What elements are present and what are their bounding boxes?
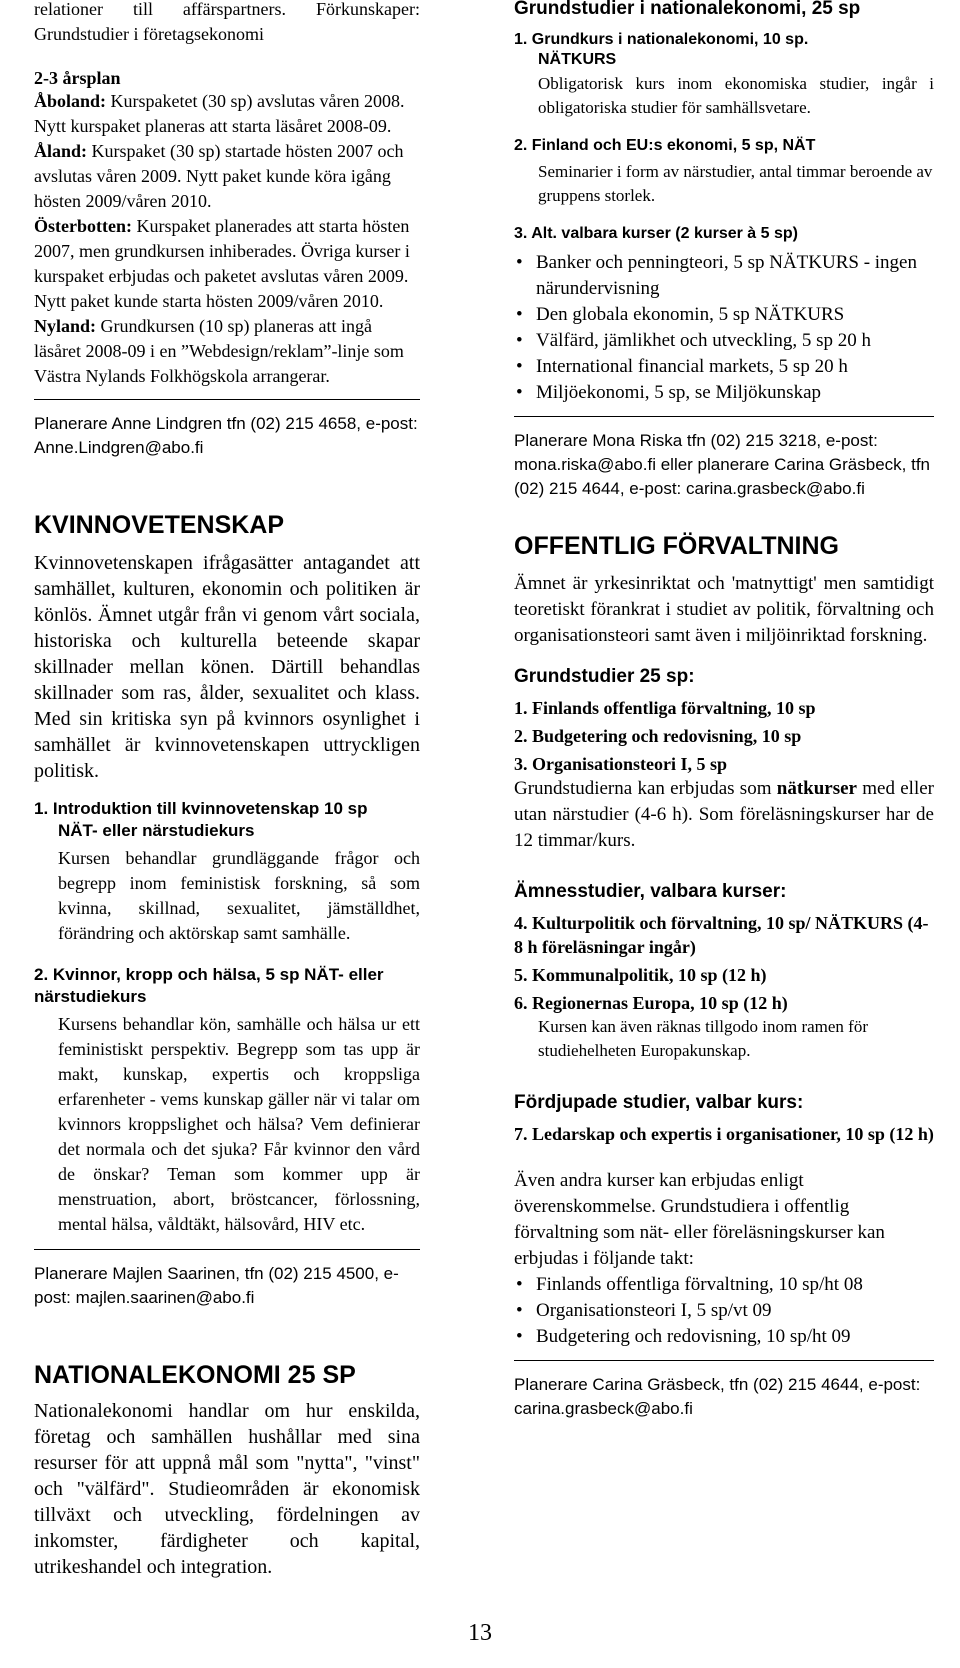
list-item: • International financial markets, 5 sp 20 h <box>514 354 934 380</box>
offentlig-fordj-heading: Fördjupade studier, valbar kurs: <box>514 1092 804 1113</box>
left-column <box>34 0 420 1580</box>
aboland-label: Åboland: <box>34 91 107 111</box>
grund-note-post: med eller utan närstudier (4-6 h). Som föreläsningskurser har de 12 timmar/kurs. <box>514 778 934 851</box>
plan-osterbotten <box>34 214 420 314</box>
offentlig-amnes-course: 4. Kulturpolitik och förvaltning, 10 sp/ NÄTKURS (4-8 h föreläsningar ingår) <box>514 913 929 957</box>
grund-course3-title: 3. Alt. valbara kurser (2 kurser à 5 sp) <box>514 225 798 242</box>
page-number: 13 <box>468 1620 492 1646</box>
offentlig-amnes-course: 6. Regionernas Europa, 10 sp (12 h) <box>514 993 788 1013</box>
plan-planner: Planerare Anne Lindgren tfn (02) 215 4658, e-post: Anne.Lindgren@abo.fi <box>34 414 418 457</box>
grund-options-list <box>514 250 934 406</box>
offentlig-amnes-course: 5. Kommunalpolitik, 10 sp (12 h) <box>514 965 767 985</box>
offentlig-grund-course: 1. Finlands offentliga förvaltning, 10 sp <box>514 698 816 718</box>
grund-note-bold: nätkurser <box>776 778 857 799</box>
offentlig-other-intro: Även andra kurser kan erbjudas enligt överenskommelse. Grundstudiera i offentlig förvaltning som nät- eller föreläsningskurser kan erbjudas i följande takt: <box>514 1170 885 1269</box>
osterbotten-text: Kurspaket planerades att starta hösten 2007, men grundkursen inhiberades. Övriga kurser i kurspaket erbjudas och paketet avslutas våren 2009. Nytt paket kunde starta hösten 2009/våren 2010. <box>34 216 410 311</box>
osterbotten-label: Österbotten: <box>34 216 132 236</box>
grund-course1-title: 1. Grundkurs i nationalekonomi, 10 sp. <box>514 31 809 48</box>
kvinno-course1-mode: NÄT- eller närstudiekurs <box>58 821 255 840</box>
offentlig-grund-course: 2. Budgetering och redovisning, 10 sp <box>514 726 802 746</box>
grund-heading: Grundstudier i nationalekonomi, 25 sp <box>514 0 861 19</box>
kvinno-course2-desc: Kursens behandlar kön, samhälle och hälsa ur ett feministiskt perspektiv. Begrepp som tas upp är makt, kunskap, expertis och kroppsliga erfarenheter - vems kunskap gäller när vi talar om kvinnors kroppslighet och hälsa? Vem definierar det normala och det sjuka? Får kvinnor den vård de önskar? Teman som kommer upp är menstruation, abort, bröstcancer, förlossning, mental hälsa, våldtäkt, hälsovård, HIV etc. <box>58 1014 420 1234</box>
list-item: • Budgetering och redovisning, 10 sp/ht 09 <box>514 1324 934 1350</box>
divider <box>514 1360 934 1361</box>
national-title: NATIONALEKONOMI 25 SP <box>34 1361 356 1389</box>
grund-course2-title: 2. Finland och EU:s ekonomi, 5 sp, NÄT <box>514 137 816 154</box>
nyland-label: Nyland: <box>34 316 97 336</box>
kvinno-course1-title: 1. Introduktion till kvinnovetenskap 10 sp <box>34 799 368 818</box>
grund-planner: Planerare Mona Riska tfn (02) 215 3218, e-post: mona.riska@abo.fi eller planerare Carina Gräsbeck, tfn (02) 215 4644, e-post: carina.grasbeck@abo.fi <box>514 431 931 498</box>
grund-note-pre: Grundstudierna kan erbjudas som <box>514 778 777 799</box>
list-item: • Finlands offentliga förvaltning, 10 sp/ht 08 <box>514 1272 934 1298</box>
kvinno-course2-title: 2. Kvinnor, kropp och hälsa, 5 sp NÄT- eller närstudiekurs <box>34 965 384 1006</box>
offentlig-grund-note <box>514 776 934 854</box>
divider <box>514 416 934 417</box>
list-item: • Miljöekonomi, 5 sp, se Miljökunskap <box>514 380 934 406</box>
nyland-text: Grundkursen (10 sp) planeras att ingå läsåret 2008-09 i en ”Webdesign/reklam”-linje som Västra Nylands Folkhögskola arrangerar. <box>34 316 404 386</box>
offentlig-grund-heading: Grundstudier 25 sp: <box>514 666 695 687</box>
divider <box>34 399 420 400</box>
plan-section <box>34 67 420 460</box>
plan-heading: 2-3 årsplan <box>34 68 121 88</box>
offentlig-title: OFFENTLIG FÖRVALTNING <box>514 532 839 560</box>
aland-label: Åland: <box>34 141 88 161</box>
national-section <box>34 1360 420 1580</box>
national-intro: Nationalekonomi handlar om hur enskilda, företag och samhällen hushållar med sina resurser för att uppnå mål som "nytta", "vinst" och "välfärd". Studieområden är ekonomisk tillväxt och utveckling, fördelningen av inkomster, färdigheter och kapital, utrikeshandel och integration. <box>34 1400 420 1578</box>
kvinno-intro: Kvinnovetenskapen ifrågasätter antagandet att samhället, kulturen, ekonomin och politiken är könlös. Ämnet utgår från vi genom vårt sociala, historiska och kulturella beteende skapar skillnader mellan könen. Därtill behandlas skillnader som ras, ålder, sexualitet och klass. Med sin kritiska syn på kvinnors osynlighet i samhället är kvinnovetenskapen uttryckligen politisk. <box>34 552 420 782</box>
kvinno-planner: Planerare Majlen Saarinen, tfn (02) 215 4500, e-post: majlen.saarinen@abo.fi <box>34 1264 399 1307</box>
offentlig-intro: Ämnet är yrkesinriktat och 'matnyttigt' men samtidigt teoretiskt förankrat i studiet av politik, förvaltning och organisationsteori samt även i miljöinriktad forskning. <box>514 573 934 646</box>
intro-continuation: relationer till affärspartners. Förkunskaper: Grundstudier i företagsekonomi <box>34 0 420 44</box>
kvinno-course1-desc: Kursen behandlar grundläggande frågor och begrepp inom feministisk forskning, så som kvinna, skillnad, sexualitet, jämställdhet, förändring och aktörskap samt samhälle. <box>58 848 420 943</box>
plan-nyland <box>34 314 420 389</box>
kvinno-title: KVINNOVETENSKAP <box>34 511 285 539</box>
kvinno-section <box>34 510 420 1310</box>
plan-aboland <box>34 89 420 139</box>
aboland-text: Kurspaketet (30 sp) avslutas våren 2008. Nytt kurspaket planeras att starta läsåret 2008-09. <box>34 91 405 136</box>
plan-aland <box>34 139 420 214</box>
offentlig-amnes-note: Kursen kan även räknas tillgodo inom ramen för studiehelheten Europakunskap. <box>538 1017 868 1060</box>
right-column <box>514 0 934 1421</box>
list-item: • Banker och penningteori, 5 sp NÄTKURS - ingen närundervisning <box>514 250 934 302</box>
offentlig-planner: Planerare Carina Gräsbeck, tfn (02) 215 4644, e-post: carina.grasbeck@abo.fi <box>514 1375 921 1418</box>
grund-course1-desc: Obligatorisk kurs inom ekonomiska studier, ingår i obligatoriska studier för samhällsvetare. <box>538 74 934 117</box>
divider <box>34 1249 420 1250</box>
list-item: • Organisationsteori I, 5 sp/vt 09 <box>514 1298 934 1324</box>
offentlig-amnes-heading: Ämnesstudier, valbara kurser: <box>514 881 787 902</box>
grund-course2-desc: Seminarier i form av närstudier, antal timmar beroende av gruppens storlek. <box>538 162 933 205</box>
offentlig-grund-course: 3. Organisationsteori I, 5 sp <box>514 754 728 774</box>
offentlig-schedule-list <box>514 1272 934 1350</box>
list-item: • Den globala ekonomin, 5 sp NÄTKURS <box>514 302 934 328</box>
offentlig-fordj-course: 7. Ledarskap och expertis i organisationer, 10 sp (12 h) <box>514 1124 934 1144</box>
grund-course1-mode: NÄTKURS <box>538 51 617 68</box>
aland-text: Kurspaket (30 sp) startade hösten 2007 och avslutas våren 2009. Nytt paket kunde köra igång hösten 2009/våren 2010. <box>34 141 404 211</box>
list-item: • Välfärd, jämlikhet och utveckling, 5 sp 20 h <box>514 328 934 354</box>
